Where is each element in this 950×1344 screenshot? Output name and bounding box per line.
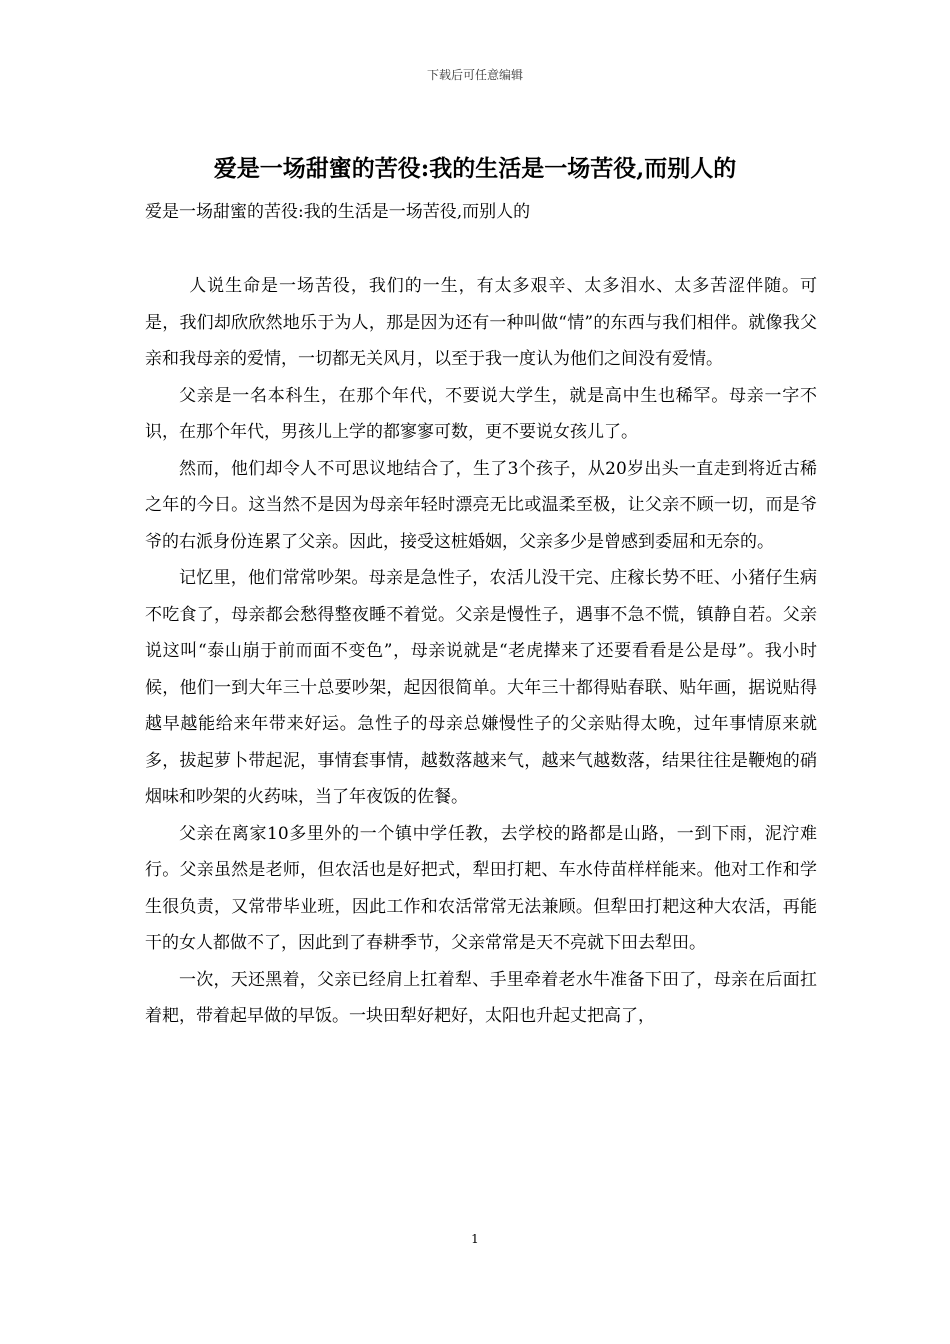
paragraph: 然而，他们却令人不可思议地结合了，生了3个孩子，从20岁出头一直走到将近古稀之年的今日。这当然不是因为母亲年轻时漂亮无比或温柔至极，让父亲不顾一切，而是爷爷的右派身份连累了父亲。因此，接受这桩婚姻，父亲多少是曾感到委屈和无奈的。 bbox=[145, 458, 817, 552]
paragraph: 一次，天还黑着，父亲已经肩上扛着犁、手里牵着老水牛准备下田了，母亲在后面扛着耙，带着起早做的早饭。一块田犁好耙好，太阳也升起丈把高了， bbox=[145, 969, 817, 1026]
paragraph: 父亲是一名本科生，在那个年代，不要说大学生，就是高中生也稀罕。母亲一字不识，在那个年代，男孩儿上学的都寥寥可数，更不要说女孩儿了。 bbox=[145, 385, 817, 442]
page-number: 1 bbox=[471, 1232, 479, 1246]
article-body bbox=[145, 268, 817, 1035]
paragraph: 父亲在离家10多里外的一个镇中学任教，去学校的路都是山路，一到下雨，泥泞难行。父亲虽然是老师，但农活也是好把式，犁田打耙、车水侍苗样样能来。他对工作和学生很负责，又常带毕业班，因此工作和农活常常无法兼顾。但犁田打耙这种大农活，再能干的女人都做不了，因此到了春耕季节，父亲常常是天不亮就下田去犁田。 bbox=[145, 823, 817, 953]
page-header-note: 下载后可任意编辑 bbox=[426, 68, 523, 82]
document-title: 爱是一场甜蜜的苦役:我的生活是一场苦役,而别人的 bbox=[213, 155, 737, 182]
document-subtitle: 爱是一场甜蜜的苦役:我的生活是一场苦役,而别人的 bbox=[145, 202, 531, 222]
paragraph: 人说生命是一场苦役，我们的一生，有太多艰辛、太多泪水、太多苦涩伴随。可是，我们却欣欣然地乐于为人，那是因为还有一种叫做“情”的东西与我们相伴。就像我父亲和我母亲的爱情，一切都无关风月，以至于我一度认为他们之间没有爱情。 bbox=[145, 276, 817, 369]
paragraph: 记忆里，他们常常吵架。母亲是急性子，农活儿没干完、庄稼长势不旺、小猪仔生病不吃食了，母亲都会愁得整夜睡不着觉。父亲是慢性子，遇事不急不慌，镇静自若。父亲说这叫“泰山崩于前而面不变色”，母亲说就是“老虎撵来了还要看看是公是母”。我小时候，他们一到大年三十总要吵架，起因很简单。大年三十都得贴春联、贴年画，据说贴得越早越能给来年带来好运。急性子的母亲总嫌慢性子的父亲贴得太晚，过年事情原来就多，拔起萝卜带起泥，事情套事情，越数落越来气，越来气越数落，结果往往是鞭炮的硝烟味和吵架的火药味，当了年夜饭的佐餐。 bbox=[145, 568, 817, 807]
